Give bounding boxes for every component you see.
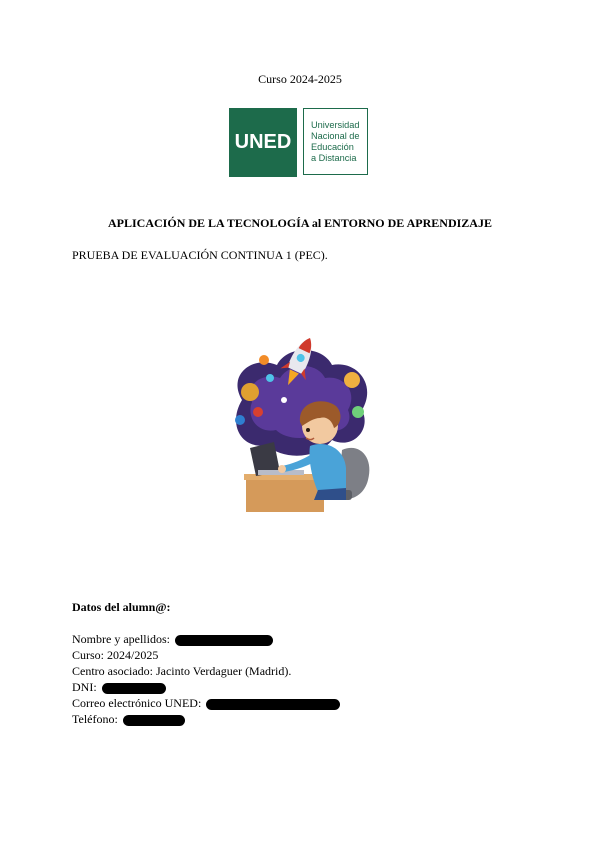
document-title: APLICACIÓN DE LA TECNOLOGÍA al ENTORNO DE APRENDIZAJE: [108, 216, 492, 230]
student-data-heading: Datos del alumn@:: [72, 600, 171, 614]
field-value: Jacinto Verdaguer (Madrid).: [155, 664, 292, 678]
field-label: Curso:: [72, 648, 105, 662]
redaction-mark: [206, 699, 340, 710]
field-label: Nombre y apellidos:: [72, 632, 170, 646]
uned-logo: [229, 108, 370, 177]
logo-line: Universidad: [311, 120, 360, 130]
field-name: [72, 631, 340, 647]
field-label: Correo electrónico UNED:: [72, 696, 202, 710]
field-center: [72, 663, 340, 679]
redaction-mark: [175, 635, 273, 646]
logo-wordmark: [303, 108, 368, 175]
logo-line: Nacional de: [311, 131, 360, 141]
course-label: Curso 2024-2025: [258, 72, 342, 86]
boy-laptop-rocket-illustration: [222, 330, 378, 514]
logo-line: a Distancia: [311, 153, 357, 163]
redaction-mark: [123, 715, 185, 726]
field-phone: [72, 711, 340, 727]
document-subtitle: PRUEBA DE EVALUACIÓN CONTINUA 1 (PEC).: [72, 248, 328, 262]
logo-line: Educación: [311, 142, 354, 152]
student-data-list: [72, 631, 340, 727]
field-label: DNI:: [72, 680, 97, 694]
logo-mark: UNED: [229, 108, 297, 177]
redaction-mark: [102, 683, 166, 694]
field-email: [72, 695, 340, 711]
field-dni: [72, 679, 340, 695]
field-label: Centro asociado:: [72, 664, 153, 678]
field-label: Teléfono:: [72, 712, 118, 726]
field-course: [72, 647, 340, 663]
field-value: 2024/2025: [107, 648, 159, 662]
